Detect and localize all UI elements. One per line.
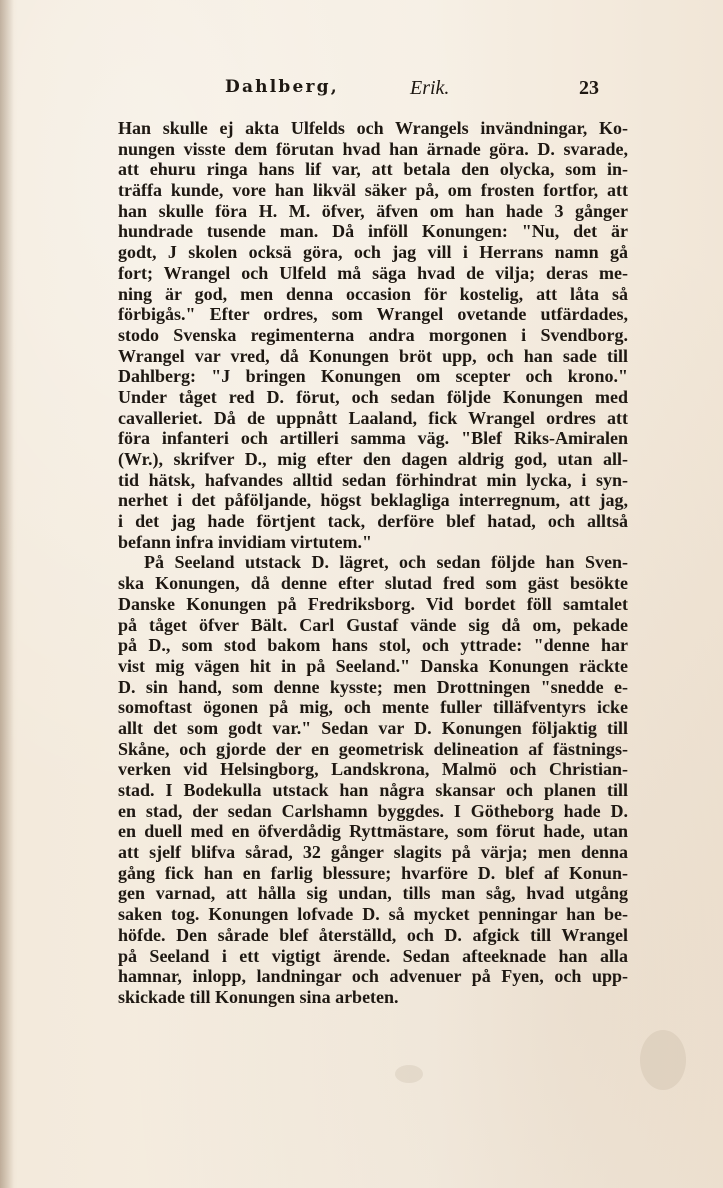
text-line: somoftast ögonen på mig, och mente fuller tilläfventyrs icke bbox=[118, 697, 628, 718]
text-line: Han skulle ej akta Ulfelds och Wrangels invändningar, Ko- bbox=[118, 118, 628, 138]
body-text bbox=[118, 118, 628, 1008]
text-line: gen varnad, att hålla sig undan, tills man såg, hvad utgång bbox=[118, 883, 628, 904]
text-line: i det jag hade förtjent tack, derföre blef hatad, och alltså bbox=[118, 511, 628, 532]
text-line: gång fick han en farlig blessure; hvarföre D. blef af Konun- bbox=[118, 862, 628, 883]
paragraph-end-line: befann infra invidiam virtutem." bbox=[118, 531, 372, 552]
running-name: Erik. bbox=[410, 77, 450, 99]
text-line: D. sin hand, som denne kysste; men Drottningen "snedde e- bbox=[118, 676, 628, 697]
text-line: hamnar, inlopp, landningar och advenuer på Fyen, och upp- bbox=[118, 966, 628, 987]
text-line: en duell med en öfverdådig Ryttmästare, som förut hade, utan bbox=[118, 821, 628, 842]
paragraph-start-line: På Seeland utstack D. lägret, och sedan följde han Sven- bbox=[144, 552, 628, 573]
text-line: på Seeland i ett vigtigt ärende. Sedan afteeknade han alla bbox=[118, 945, 628, 966]
page-header bbox=[225, 77, 625, 107]
text-line: (Wr.), skrifver D., mig efter den dagen aldrig god, utan all- bbox=[118, 449, 628, 469]
text-line: han skulle föra H. M. öfver, äfven om han hade 3 gånger bbox=[118, 200, 628, 221]
text-line: saken tog. Konungen lofvade D. så mycket penningar han be- bbox=[118, 904, 628, 925]
text-line: Under tåget red D. förut, och sedan följde Konungen med bbox=[118, 386, 628, 407]
text-line: allt det som godt var." Sedan var D. Konungen följaktig till bbox=[118, 717, 628, 738]
text-line: föra infanteri och artilleri samma väg. "Blef Riks-Amiralen bbox=[118, 428, 628, 449]
text-line: en stad, der sedan Carlshamn byggdes. I Götheborg hade D. bbox=[118, 800, 628, 821]
text-line: vist mig vägen hit in på Seeland." Danska Konungen räckte bbox=[118, 655, 628, 676]
text-line: verken vid Helsingborg, Landskrona, Malmö och Christian- bbox=[118, 759, 628, 780]
text-line: tid hätsk, hafvandes alltid sedan förhindrat min lycka, i syn- bbox=[118, 469, 628, 490]
paper-stain bbox=[395, 1065, 423, 1083]
text-line: stad. I Bodekulla utstack han några skansar och planen till bbox=[118, 780, 628, 800]
text-line: ning är god, men denna occasion för kostelig, att låta så bbox=[118, 283, 628, 304]
text-line: att ehuru ringa hans lif var, att betala den olycka, som in- bbox=[118, 159, 628, 180]
text-line: hundrade tusende man. Då inföll Konungen: "Nu, det är bbox=[118, 221, 628, 242]
text-line: förbigås." Efter ordres, som Wrangel ovetande utfärdades, bbox=[118, 304, 628, 325]
text-line: nungen visste dem förutan hvad han ärnade göra. D. svarade, bbox=[118, 138, 628, 159]
text-line: höfde. Den sårade blef återställd, och D. afgick till Wrangel bbox=[118, 924, 628, 945]
text-line: att sjelf blifva sårad, 32 gånger slagits på värja; men denna bbox=[118, 842, 628, 863]
text-line: på tåget öfver Bält. Carl Gustaf vände sig då om, pekade bbox=[118, 614, 628, 635]
text-line: träffa kunde, vore han likväl säker på, om frosten fortfor, att bbox=[118, 180, 628, 201]
paragraph-end-line: skickade till Konungen sina arbeten. bbox=[118, 986, 399, 1007]
text-line: Wrangel var vred, då Konungen bröt upp, och han sade till bbox=[118, 345, 628, 366]
paper-stain bbox=[640, 1030, 686, 1090]
text-line: ska Konungen, då denne efter slutad fred som gäst besökte bbox=[118, 573, 628, 594]
text-line: Danske Konungen på Fredriksborg. Vid bordet föll samtalet bbox=[118, 593, 628, 614]
text-line: stodo Svenska regimenterna andra morgonen i Svendborg. bbox=[118, 324, 628, 345]
running-title: Dahlberg, bbox=[225, 77, 339, 97]
text-line: Skåne, och gjorde der en geometrisk delineation af fästnings- bbox=[118, 738, 628, 759]
text-line: fort; Wrangel och Ulfeld må säga hvad de vilja; deras me- bbox=[118, 262, 628, 283]
binding-gutter bbox=[0, 0, 14, 1188]
text-line: nerhet i det påföljande, högst beklagliga interregnum, att jag, bbox=[118, 490, 628, 511]
text-line: på D., som stod bakom hans stol, och yttrade: "denne har bbox=[118, 635, 628, 656]
text-line: godt, J skolen ocksä göra, och jag vill i Herrans namn gå bbox=[118, 242, 628, 263]
text-line: Dahlberg: "J bringen Konungen om scepter och krono." bbox=[118, 366, 628, 387]
text-line: cavalleriet. Då de uppnått Laaland, fick Wrangel ordres att bbox=[118, 407, 628, 428]
page-number: 23 bbox=[579, 77, 599, 99]
